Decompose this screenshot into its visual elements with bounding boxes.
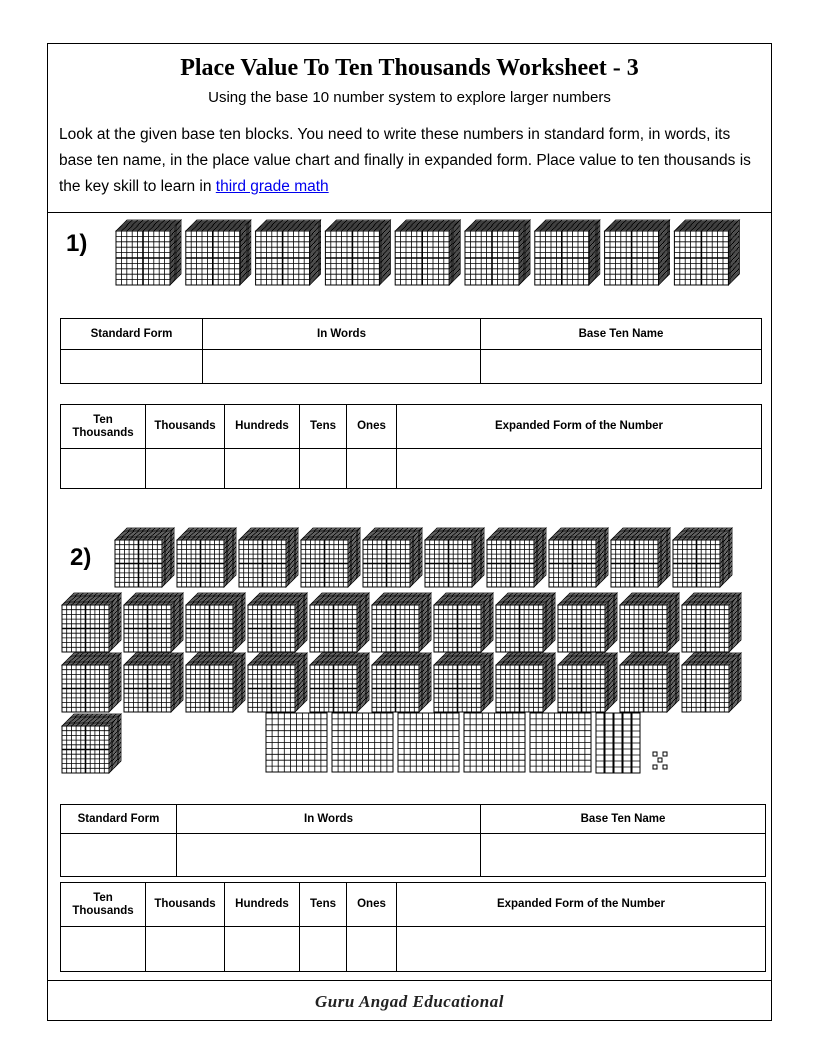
thousand-cube bbox=[487, 528, 546, 587]
thousand-cube bbox=[682, 593, 741, 652]
ten-rod bbox=[632, 713, 640, 773]
thousand-cube bbox=[558, 593, 617, 652]
hundred-flat bbox=[398, 713, 459, 772]
thousand-cube bbox=[620, 653, 679, 712]
thousand-cube bbox=[535, 220, 600, 285]
q1-header-hundreds: Hundreds bbox=[225, 405, 300, 449]
thousand-cube bbox=[605, 220, 670, 285]
q1-header-expanded-form: Expanded Form of the Number bbox=[397, 405, 762, 449]
page-subtitle: Using the base 10 number system to explore larger numbers bbox=[208, 89, 611, 106]
ten-rod bbox=[596, 713, 604, 773]
thousand-cube bbox=[256, 220, 321, 285]
unit-cube bbox=[663, 765, 667, 769]
question-2-label: 2) bbox=[70, 544, 92, 571]
ten-rod bbox=[614, 713, 622, 773]
thousand-cube bbox=[395, 220, 460, 285]
thousand-cube bbox=[496, 593, 555, 652]
q1-header-ones: Ones bbox=[347, 405, 397, 449]
q2-header-thousands: Thousands bbox=[146, 883, 225, 927]
ten-rod bbox=[605, 713, 613, 773]
q1-header-ten-thousands: Ten Thousands bbox=[61, 405, 146, 449]
thousand-cube bbox=[425, 528, 484, 587]
thousand-cube bbox=[124, 653, 183, 712]
thousand-cube bbox=[310, 593, 369, 652]
thousand-cube bbox=[611, 528, 670, 587]
unit-cube bbox=[653, 765, 657, 769]
q2-header-ten-thousands: Ten Thousands bbox=[61, 883, 146, 927]
q2-header-tens: Tens bbox=[300, 883, 347, 927]
hundred-flat bbox=[464, 713, 525, 772]
ten-rod bbox=[623, 713, 631, 773]
q1-header-standard-form: Standard Form bbox=[61, 319, 203, 350]
thousand-cube bbox=[496, 653, 555, 712]
thousand-cube bbox=[186, 653, 245, 712]
thousand-cube bbox=[124, 593, 183, 652]
hundred-flat bbox=[332, 713, 393, 772]
thousand-cube bbox=[549, 528, 608, 587]
unit-cube bbox=[663, 752, 667, 756]
thousand-cube bbox=[434, 593, 493, 652]
q1-header-tens: Tens bbox=[300, 405, 347, 449]
thousand-cube bbox=[310, 653, 369, 712]
thousand-cube bbox=[434, 653, 493, 712]
thousand-cube bbox=[674, 220, 739, 285]
thousand-cube bbox=[558, 653, 617, 712]
thousand-cube bbox=[673, 528, 732, 587]
thousand-cube bbox=[465, 220, 530, 285]
unit-cube bbox=[658, 758, 662, 762]
q1-header-in-words: In Words bbox=[203, 319, 481, 350]
thousand-cube bbox=[620, 593, 679, 652]
q2-header-standard-form: Standard Form bbox=[61, 805, 177, 834]
q2-header-hundreds: Hundreds bbox=[225, 883, 300, 927]
footer-brand: Guru Angad Educational bbox=[315, 992, 504, 1011]
thousand-cube bbox=[239, 528, 298, 587]
thousand-cube bbox=[682, 653, 741, 712]
thousand-cube bbox=[186, 220, 251, 285]
unit-cube bbox=[653, 752, 657, 756]
q2-header-base-ten-name: Base Ten Name bbox=[481, 805, 766, 834]
q2-header-ones: Ones bbox=[347, 883, 397, 927]
intro-text: Look at the given base ten blocks. You need to write these numbers in standard form, in words, its base ten name, in the place value chart and finally in expanded form. Place value to ten thousands is the key skill to learn in bbox=[59, 126, 751, 195]
q1-header-base-ten-name: Base Ten Name bbox=[481, 319, 762, 350]
question-1-label: 1) bbox=[66, 230, 88, 257]
q2-header-expanded-form: Expanded Form of the Number bbox=[397, 883, 766, 927]
thousand-cube bbox=[116, 220, 181, 285]
thousand-cube bbox=[248, 653, 307, 712]
thousand-cube bbox=[62, 714, 121, 773]
thousand-cube bbox=[372, 653, 431, 712]
thousand-cube bbox=[363, 528, 422, 587]
q1-header-thousands: Thousands bbox=[146, 405, 225, 449]
third-grade-math-link[interactable]: third grade math bbox=[215, 178, 329, 195]
hundred-flat bbox=[530, 713, 591, 772]
page-title: Place Value To Ten Thousands Worksheet - 3 bbox=[180, 55, 639, 81]
thousand-cube bbox=[301, 528, 360, 587]
thousand-cube bbox=[248, 593, 307, 652]
thousand-cube bbox=[115, 528, 174, 587]
thousand-cube bbox=[62, 653, 121, 712]
hundred-flat bbox=[266, 713, 327, 772]
thousand-cube bbox=[186, 593, 245, 652]
q2-header-in-words: In Words bbox=[177, 805, 481, 834]
thousand-cube bbox=[372, 593, 431, 652]
thousand-cube bbox=[177, 528, 236, 587]
thousand-cube bbox=[325, 220, 390, 285]
thousand-cube bbox=[62, 593, 121, 652]
